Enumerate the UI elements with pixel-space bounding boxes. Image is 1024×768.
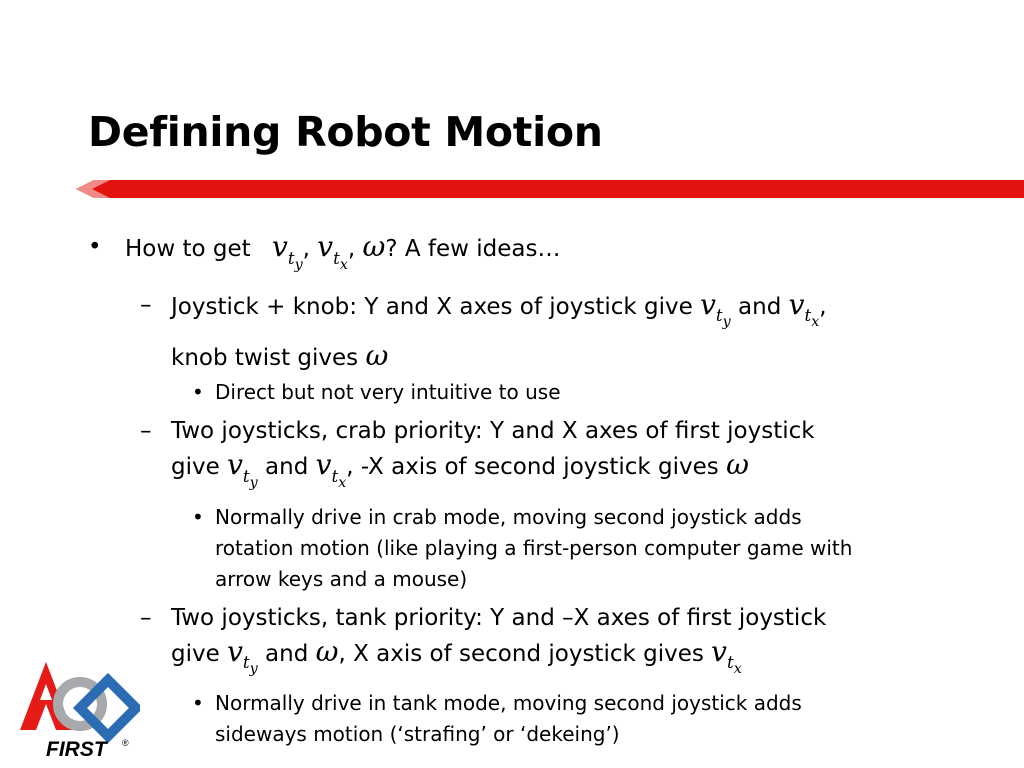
bullet-marker: – [140, 604, 152, 631]
math-v-tx: $v_{t_x}$ [711, 634, 742, 678]
bullet-marker: – [140, 291, 152, 318]
math-v-ty: $v_{t_y}$ [271, 230, 303, 273]
math-omega: ω [362, 230, 386, 263]
bullet-how-to-get: • How to get $v_{t_y}$, $v_{t_x}$, ω? A few ideas… [88, 230, 561, 273]
bullet-crab-priority-cont: give $v_{t_y}$ and $v_{t_x}$, -X axis of second joystick gives ω [171, 448, 749, 491]
bullet-marker: • [192, 691, 204, 716]
bullet-marker: • [192, 380, 204, 405]
registered-mark: ® [122, 738, 129, 748]
bullet-marker: • [192, 504, 204, 529]
bullet-joystick-knob: – Joystick + knob: Y and X axes of joystick give $v_{t_y}$ and $v_{t_x}$, [140, 287, 827, 331]
math-omega: ω [365, 339, 389, 373]
slide-body [88, 230, 988, 750]
bullet-tank-mode: • Normally drive in tank mode, moving second joystick adds [88, 688, 988, 719]
math-v-tx: $v_{t_x}$ [788, 287, 820, 331]
bullet-crab-priority: – Two joysticks, crab priority: Y and X axes of first joystick [88, 414, 988, 448]
bullet-tank-priority: – Two joysticks, tank priority: Y and –X axes of first joystick [88, 601, 988, 635]
bullet-marker: – [140, 418, 152, 445]
bullet-crab-mode: • Normally drive in crab mode, moving second joystick adds [88, 502, 988, 533]
bullet-marker: • [88, 234, 102, 260]
bullet-crab-mode-cont: rotation motion (like playing a first-person computer game with [215, 535, 853, 560]
math-omega: ω [726, 448, 749, 482]
title-underline [76, 176, 1024, 202]
bullet-text: How to get [125, 236, 251, 262]
bullet-text: ? A few ideas… [385, 236, 561, 262]
bullet-tank-mode-cont: sideways motion (‘strafing’ or ‘dekeing’) [215, 722, 620, 747]
math-v-tx: $v_{t_x}$ [315, 448, 347, 491]
first-logo [16, 656, 140, 760]
math-v-tx: $v_{t_x}$ [317, 230, 348, 273]
math-omega: ω [315, 634, 339, 668]
bullet-joystick-knob-cont: knob twist gives ω [171, 339, 389, 373]
math-v-ty: $v_{t_y}$ [227, 448, 258, 491]
math-v-ty: $v_{t_y}$ [700, 287, 731, 331]
bullet-tank-priority-cont: give $v_{t_y}$ and ω, X axis of second joystick gives $v_{t_x}$ [171, 634, 742, 678]
math-v-ty: $v_{t_y}$ [227, 634, 258, 678]
bullet-direct: • Direct but not very intuitive to use [88, 377, 988, 408]
bullet-crab-mode-cont: arrow keys and a mouse) [215, 566, 468, 591]
slide-title: Defining Robot Motion [88, 108, 603, 156]
first-logo-text: FIRST [46, 738, 107, 760]
